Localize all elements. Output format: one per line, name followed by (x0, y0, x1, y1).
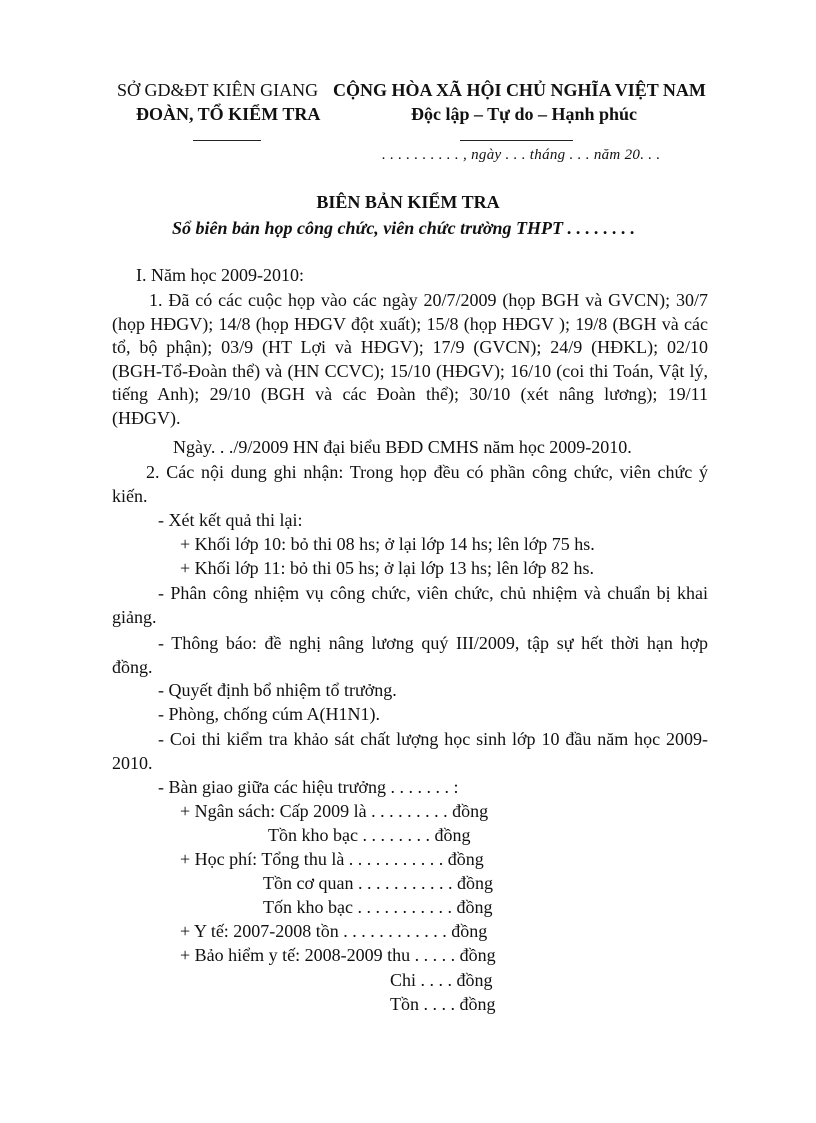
assignment-paragraph: - Phân công nhiệm vụ công chức, viên chức, chủ nhiệm và chuẩn bị khai giảng. (112, 583, 708, 627)
document-subtitle: Sổ biên bản họp công chức, viên chức trường THPT . . . . . . . . (172, 218, 636, 238)
grade-11-results: + Khối lớp 11: bỏ thi 05 hs; ở lại lớp 13 hs; lên lớp 82 hs. (180, 558, 595, 578)
document-title: BIÊN BẢN KIỂM TRA (316, 192, 500, 212)
insurance-balance-line: Tồn . . . . đồng (390, 994, 496, 1014)
national-title: CỘNG HÒA XÃ HỘI CHỦ NGHĨA VIỆT NAM (333, 80, 706, 100)
notes-paragraph: 2. Các nội dung ghi nhận: Trong họp đều có phần công chức, viên chức ý kiến. (112, 462, 708, 506)
inspection-team-name: ĐOÀN, TỔ KIỂM TRA (136, 104, 321, 124)
health-line: + Y tế: 2007-2008 tồn . . . . . . . . . . . . đồng (180, 921, 488, 941)
section-heading: I. Năm học 2009-2010: (136, 265, 304, 285)
handover-heading: - Bàn giao giữa các hiệu trưởng . . . . . . . : (158, 777, 459, 797)
insurance-spent-line: Chi . . . . đồng (390, 970, 493, 990)
date-line: . . . . . . . . . . , ngày . . . tháng . . . năm 20. . . (382, 147, 661, 163)
grade-10-results: + Khối lớp 10: bỏ thi 08 hs; ở lại lớp 14 hs; lên lớp 75 hs. (180, 534, 595, 554)
flu-prevention-line: - Phòng, chống cúm A(H1N1). (158, 704, 380, 724)
decision-line: - Quyết định bổ nhiệm tổ trưởng. (158, 680, 397, 700)
department-name: SỞ GD&ĐT KIÊN GIANG (117, 80, 319, 100)
exam-paragraph: - Coi thi kiểm tra khảo sát chất lượng học sinh lớp 10 đầu năm học 2009-2010. (112, 729, 708, 773)
national-motto: Độc lập – Tự do – Hạnh phúc (411, 104, 638, 124)
budget-line: + Ngân sách: Cấp 2009 là . . . . . . . . . đồng (180, 801, 489, 821)
right-header-underline (460, 140, 573, 141)
notice-paragraph: - Thông báo: đề nghị nâng lương quý III/2009, tập sự hết thời hạn hợp đồng. (112, 633, 708, 677)
tuition-agency-line: Tồn cơ quan . . . . . . . . . . . đồng (263, 873, 493, 893)
insurance-line: + Bảo hiểm y tế: 2008-2009 thu . . . . . đồng (180, 945, 496, 965)
left-header-underline (193, 140, 261, 141)
tuition-line: + Học phí: Tổng thu là . . . . . . . . . . . đồng (180, 849, 484, 869)
budget-treasury-line: Tồn kho bạc . . . . . . . . đồng (268, 825, 471, 845)
retest-results-heading: - Xét kết quả thi lại: (158, 510, 303, 530)
meetings-paragraph: 1. Đã có các cuộc họp vào các ngày 20/7/2009 (họp BGH và GVCN); 30/7 (họp HĐGV); 14/8 (họp HĐGV đột xuất); 15/8 (họp HĐGV ); 19/8 (BGH và các tổ, bộ phận); 03/9 (HT Lợi và HĐGV); 17/9 (GVCN); 24/9 (HĐKL); 02/10 (BGH-Tổ-Đoàn thể) và (HN CCVC); 15/10 (HĐGV); 16/10 (coi thi Toán, Vật lý, tiếng Anh); 29/10 (BGH và các Đoàn thể); 30/10 (xét nâng lương); 19/11 (HĐGV). (112, 290, 708, 428)
parents-meeting-line: Ngày. . ./9/2009 HN đại biểu BĐD CMHS năm học 2009-2010. (173, 437, 632, 457)
tuition-treasury-line: Tốn kho bạc . . . . . . . . . . . đồng (263, 897, 493, 917)
